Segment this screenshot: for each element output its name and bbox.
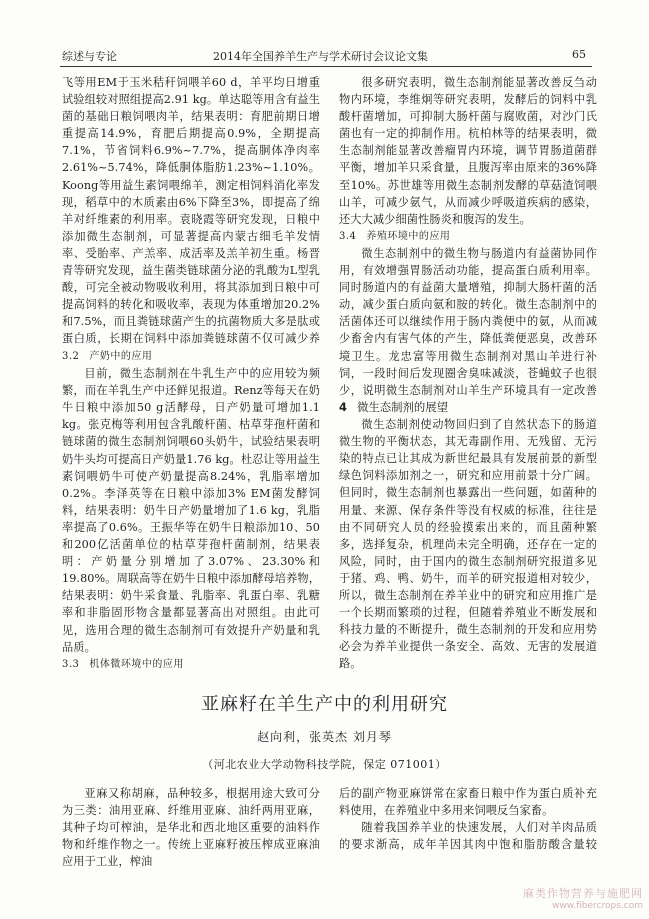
article-right-paragraph-1: 后的副产物亚麻饼常在家畜日粮中作为蛋白质补充料使用，在养殖业中多用来饲喂反刍家畜。 xyxy=(339,787,597,818)
section-3-4-number: 3.4 xyxy=(339,230,357,242)
header-section-label: 综述与专论 xyxy=(62,50,117,63)
right-column xyxy=(339,74,597,672)
article-affiliation: （河北农业大学动物科技学院，保定 071001） xyxy=(202,758,447,771)
section-3-4-title: 养殖环境中的应用 xyxy=(366,230,451,242)
right-paragraph-1: 很多研究表明，微生态制剂能显著改善反刍动物内环境，李维炯等研究表明，发酵后的饲料中乳酸杆菌增加，可抑制大肠杆菌与腐败菌，对沙门氏菌也有一定的抑制作用。杭柏林等的结果表明，微生态制剂能显著改善瘤胃内环境，调节胃肠道菌群平衡，增加羊只采食量，且腹泻率由原来的36%降至10%。苏世雄等用微生态制剂发酵的草菇渣饲喂山羊，可减少氨气，从而减少呼吸道疾病的感染，还大大减少细菌性肠炎和腹泻的发生。 xyxy=(339,76,597,226)
article-right-column xyxy=(339,785,597,854)
section-3-3-number: 3.3 xyxy=(62,658,80,670)
section-3-4-heading xyxy=(339,228,597,245)
section-3-2-title: 产奶中的应用 xyxy=(89,351,153,362)
site-watermark xyxy=(493,885,643,911)
section-4-number: 4 xyxy=(339,399,347,414)
article-title: 亚麻籽在羊生产中的利用研究 xyxy=(201,694,448,715)
section-3-2-heading xyxy=(62,348,320,365)
left-paragraph-2: 目前，微生态制剂在牛乳生产中的应用较为频繁，而在羊乳生产中还鲜见报道。Renz等每天在奶牛日粮中添加50 g活酵母，日产奶量可增加1.1 kg。张克梅等利用包含乳酸杆菌、枯草芽孢杆菌和链球菌的微生态制剂饲喂60头奶牛，试验结果表明奶牛头均可提高日产奶量1.76 kg。杜忍让等用益生素饲喂奶牛可使产奶量提高8.24%，乳脂率增加0.2%。李泽英等在日粮中添加3% EM菌发酵饲料，结果表明：奶牛日产奶量增加了1.6 kg，乳脂率提高了0.6%。王振华等在奶牛日粮添加10、50和200亿活菌单位的枯草芽孢杆菌制剂，结果表明：产奶量分别增加了3.07%、23.30%和19.80%。周联高等在奶牛日粮中添加酵母培养物，结果表明：奶牛采食量、乳脂率、乳蛋白率、乳糖率和非脂固形物含量都显著高出对照组。由此可见，选用合理的微生态制剂可有效提升产奶量和乳品质。 xyxy=(62,367,320,654)
header-proceedings-title: 2014年全国养羊生产与学术研讨会议论文集 xyxy=(213,50,428,63)
section-3-3-heading xyxy=(62,656,320,673)
section-3-3-title: 机体微环境中的应用 xyxy=(89,658,184,670)
right-paragraph-3: 微生态制剂使动物回归到了自然状态下的肠道微生物的平衡状态，其无毒副作用、无残留、无污染的特点已让其成为新世纪最具有发展前景的新型绿色饲料添加剂之一，研究和应用前景十分广阔。但同时，微生态制剂也暴露出一些问题，如菌种的用量、来源、保存条件等没有权威的标准，往往是由不同研究人员的经验摸索出来的，而且菌种繁多，选择复杂，机理尚未完全明确，还存在一定的风险，同时，由于国内的微生态制剂研究报道多见于猪、鸡、鸭、奶牛，而羊的研究报道相对较少，所以，微生态制剂在养羊业中的研究和应用推广是一个长期而繁琐的过程，但随着养殖业不断发展和科技力量的不断提升，微生态制剂的开发和应用势必会为养羊业提供一条安全、高效、无害的发展道路。 xyxy=(339,418,597,671)
left-column xyxy=(62,74,320,673)
left-paragraph-1: 飞等用EM于玉米秸秆饲喂羊60 d，羊平均日增重试验组较对照组提高2.91 kg。单达聪等用含有益生菌的基础日粮饲喂肉羊，结果表明：育肥前期日增重提高14.9%，育肥后期提高0.9%，全期提高7.1%，节省饲料6.9%~7.7%，提高胴体净肉率2.61%~5.74%，降低胴体脂肪1.23%~1.10%。Koong等用益生素饲喂绵羊，测定相饲料消化率发现，稻草中的木质素由6%下降至3%，即提高了绵羊对纤维素的利用率。袁晓霞等研究发现，日粮中添加微生态制剂，可显著提高内蒙古细毛羊发情率、受胎率、产羔率、成活率及羔羊初生重。杨晋青等研究发现，益生菌类链球菌分泌的乳酸为L型乳酸，可完全被动物吸收利用，将其添加到日粮中可提高饲料的转化和吸收率，表现为体重增加20.2%和7.5%，而且粪链球菌产生的抗菌物质大多是肽或蛋白质，长期在饲料中添加粪链球菌不仅可减少养 xyxy=(62,76,320,346)
right-paragraph-2: 微生态制剂中的微生物与肠道内有益菌协同作用，有效增强胃肠活动功能，提高蛋白质利用率。同时肠道内的有益菌大量增殖，抑制大肠杆菌的活动，减少蛋白质向氨和胺的转化。微生态制剂中的活菌体还可以继续作用于肠内粪便中的氨，从而减少畜舍内有害气体的产生，降低粪便恶臭，改善环境卫生。龙忠富等用微生态制剂对黑山羊进行补饲，一段时间后发现圈舍臭味减淡，苍蝇蚊子也很少，说明微生态制剂对山羊生产环境具有一定改善 xyxy=(339,246,597,397)
watermark-url: www.fibercrops.com xyxy=(552,901,643,911)
section-3-2-number: 3.2 xyxy=(62,351,80,362)
header-rule xyxy=(60,66,592,67)
article-authors: 赵向利，张英杰 刘月琴 xyxy=(257,730,392,744)
section-4-title: 微生态制剂的展望 xyxy=(356,399,449,414)
article-left-paragraph: 亚麻又称胡麻，品种较多，根据用途大致可分为三类：油用亚麻、纤维用亚麻、油纤两用亚麻，其种子均可榨油，是华北和西北地区重要的油料作物和纤维作物之一。传统上亚麻籽被压榨成亚麻油应用于工业，榨油 xyxy=(62,787,320,869)
header-page-number: 65 xyxy=(572,48,586,61)
watermark-name: 麻类作物营养与施肥网 xyxy=(523,887,643,900)
article-left-column xyxy=(62,785,320,870)
article-right-paragraph-2: 随着我国养羊业的快速发展，人们对羊肉品质的要求渐高，成年羊因其肉中饱和脂肪酸含量较 xyxy=(339,821,597,852)
section-4-heading xyxy=(339,399,597,416)
